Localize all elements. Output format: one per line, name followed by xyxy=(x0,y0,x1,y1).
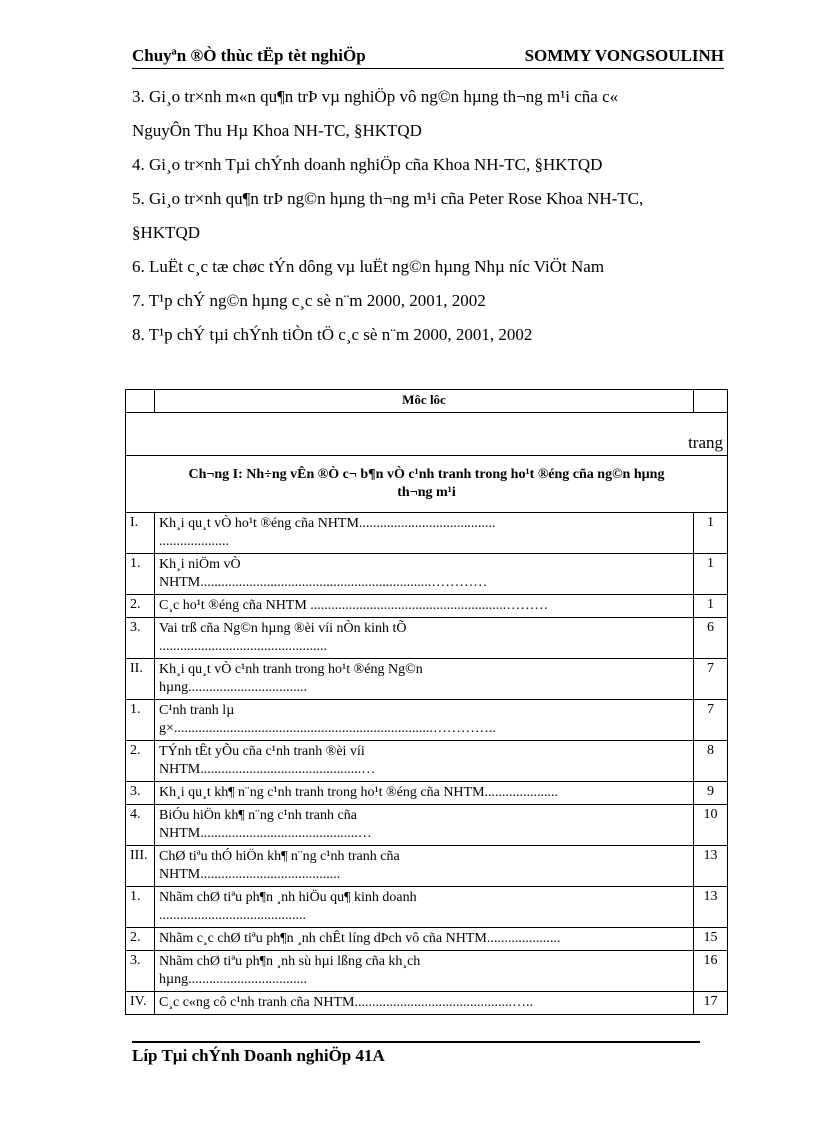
toc-row-title xyxy=(155,659,694,700)
toc-row-title xyxy=(155,887,694,928)
table-of-contents xyxy=(125,389,728,1015)
toc-row-title xyxy=(155,951,694,992)
toc-row-title-line: ................................................ xyxy=(159,639,327,654)
toc-row-number: IV. xyxy=(126,992,155,1015)
toc-row-title xyxy=(155,595,694,618)
header-author: SOMMY VONGSOULINH xyxy=(524,46,724,65)
toc-row-title xyxy=(155,992,694,1015)
chapter-heading xyxy=(126,456,728,513)
toc-title: Môc lôc xyxy=(155,390,694,413)
toc-row-title-line: Kh¸i niÖm vÒ xyxy=(159,557,241,572)
toc-row xyxy=(126,782,728,805)
toc-row-title-line: .......................................... xyxy=(159,908,306,923)
toc-row-number: 1. xyxy=(126,700,155,741)
toc-row-title xyxy=(155,928,694,951)
toc-row-number: II. xyxy=(126,659,155,700)
toc-row-title-line: C¸c c«ng cô c¹nh tranh cña NHTM.............................................….. xyxy=(159,995,533,1010)
toc-row-page: 1 xyxy=(694,554,728,595)
toc-row-page: 9 xyxy=(694,782,728,805)
toc-row-number: I. xyxy=(126,513,155,554)
toc-row-page: 17 xyxy=(694,992,728,1015)
toc-row-title-line: Nhãm chØ tiªu ph¶n ¸nh hiÖu qu¶ kinh doanh xyxy=(159,890,417,905)
toc-row-page: 10 xyxy=(694,805,728,846)
reference-line: 6. LuËt c¸c tæ chøc tÝn dông vµ luËt ng©n hµng Nhµ níc ViÖt Nam xyxy=(132,257,605,276)
toc-row-page: 6 xyxy=(694,618,728,659)
toc-row xyxy=(126,700,728,741)
reference-line: §HKTQD xyxy=(132,223,200,242)
chapter-heading-line: th¬ng m¹i xyxy=(397,485,456,500)
toc-row xyxy=(126,741,728,782)
toc-row-title-line: NHTM.............................................… xyxy=(159,826,372,841)
toc-row xyxy=(126,595,728,618)
toc-row-title-line: C¹nh tranh lµ xyxy=(159,703,235,718)
toc-row-title xyxy=(155,618,694,659)
toc-row-title-line: ChØ tiªu thÓ hiÖn kh¶ n¨ng c¹nh tranh cña xyxy=(159,849,400,864)
toc-row-title-line: TÝnh tÊt yÕu cña c¹nh tranh ®èi víi xyxy=(159,744,365,759)
toc-row xyxy=(126,887,728,928)
toc-row-page: 15 xyxy=(694,928,728,951)
toc-row xyxy=(126,513,728,554)
toc-row-number: 4. xyxy=(126,805,155,846)
toc-page-header-row xyxy=(126,413,728,456)
toc-row xyxy=(126,992,728,1015)
toc-row xyxy=(126,659,728,700)
toc-row-title-line: NHTM........................................ xyxy=(159,867,341,882)
toc-row-number: 2. xyxy=(126,595,155,618)
toc-row-page: 16 xyxy=(694,951,728,992)
toc-row-page: 1 xyxy=(694,513,728,554)
toc-row xyxy=(126,805,728,846)
toc-row-title-line: Kh¸i qu¸t vÒ ho¹t ®éng cña NHTM....................................... xyxy=(159,516,496,531)
toc-row-title xyxy=(155,700,694,741)
toc-row-title xyxy=(155,741,694,782)
reference-line: 8. T¹p chÝ tµi chÝnh tiÒn tÖ c¸c sè n¨m 2000, 2001, 2002 xyxy=(132,325,533,344)
toc-row-title-line: NHTM..................................................................………… xyxy=(159,575,488,590)
page-footer: Líp Tµi chÝnh Doanh nghiÖp 41A xyxy=(132,1046,385,1065)
toc-row-title-line: .................... xyxy=(159,534,229,549)
toc-page-header: trang xyxy=(126,413,728,456)
header-divider xyxy=(132,68,724,69)
toc-row-number: 3. xyxy=(126,951,155,992)
chapter-heading-line: Ch¬ng I: Nh÷ng vÊn ®Ò c¬ b¶n vÒ c¹nh tranh trong ho¹t ®éng cña ng©n hµng xyxy=(188,467,665,482)
header-title: Chuyªn ®Ò thùc tËp tèt nghiÖp xyxy=(132,46,366,65)
page-header xyxy=(132,46,724,68)
reference-line: 3. Gi¸o tr×nh m«n qu¶n trÞ vµ nghiÖp vô ng©n hµng th¬ng m¹i cña c« xyxy=(132,87,619,106)
toc-row-page: 1 xyxy=(694,595,728,618)
toc-row-title-line: C¸c ho¹t ®éng cña NHTM ........................................................……… xyxy=(159,598,549,613)
toc-row-title xyxy=(155,846,694,887)
reference-list xyxy=(132,80,728,352)
toc-row-title xyxy=(155,805,694,846)
toc-row-number: III. xyxy=(126,846,155,887)
toc-row xyxy=(126,846,728,887)
reference-line: 5. Gi¸o tr×nh qu¶n trÞ ng©n hµng th¬ng m¹i cña Peter Rose Khoa NH-TC, xyxy=(132,189,644,208)
toc-row-title-line: Kh¸i qu¸t vÒ c¹nh tranh trong ho¹t ®éng Ng©n xyxy=(159,662,423,677)
toc-row-title-line: BiÓu hiÖn kh¶ n¨ng c¹nh tranh cña xyxy=(159,808,357,823)
toc-row xyxy=(126,618,728,659)
toc-row-title-line: Nhãm chØ tiªu ph¶n ¸nh sù hµi lßng cña kh¸ch xyxy=(159,954,421,969)
toc-row-number: 3. xyxy=(126,782,155,805)
toc-row xyxy=(126,554,728,595)
reference-line: 4. Gi¸o tr×nh Tµi chÝnh doanh nghiÖp cña Khoa NH-TC, §HKTQD xyxy=(132,155,603,174)
toc-row-number: 2. xyxy=(126,928,155,951)
toc-row-title xyxy=(155,513,694,554)
toc-row-page: 7 xyxy=(694,659,728,700)
toc-row-title-line: Vai trß cña Ng©n hµng ®èi víi nÒn kinh tÕ xyxy=(159,621,407,636)
reference-line: NguyÔn Thu Hµ Khoa NH-TC, §HKTQD xyxy=(132,121,422,140)
toc-row xyxy=(126,928,728,951)
toc-row-title-line: hµng.................................. xyxy=(159,972,308,987)
reference-line: 7. T¹p chÝ ng©n hµng c¸c sè n¨m 2000, 2001, 2002 xyxy=(132,291,486,310)
toc-row xyxy=(126,951,728,992)
toc-row-title xyxy=(155,554,694,595)
toc-row-title-line: hµng.................................. xyxy=(159,680,308,695)
toc-row-page: 13 xyxy=(694,887,728,928)
toc-title-row xyxy=(126,390,728,413)
toc-row-page: 8 xyxy=(694,741,728,782)
toc-row-number: 1. xyxy=(126,887,155,928)
toc-row-page: 7 xyxy=(694,700,728,741)
toc-row-title-line: g×..........................................................................………….. xyxy=(159,721,496,736)
toc-row-number: 1. xyxy=(126,554,155,595)
toc-row-title xyxy=(155,782,694,805)
toc-row-page: 13 xyxy=(694,846,728,887)
toc-chapter-row xyxy=(126,456,728,513)
toc-row-number: 3. xyxy=(126,618,155,659)
toc-row-title-line: Kh¸i qu¸t kh¶ n¨ng c¹nh tranh trong ho¹t ®éng cña NHTM..................... xyxy=(159,785,559,800)
footer-divider xyxy=(132,1041,700,1043)
toc-row-title-line: Nhãm c¸c chØ tiªu ph¶n ¸nh chÊt líng dÞch vô cña NHTM..................... xyxy=(159,931,561,946)
toc-row-number: 2. xyxy=(126,741,155,782)
toc-row-title-line: NHTM..............................................… xyxy=(159,762,376,777)
